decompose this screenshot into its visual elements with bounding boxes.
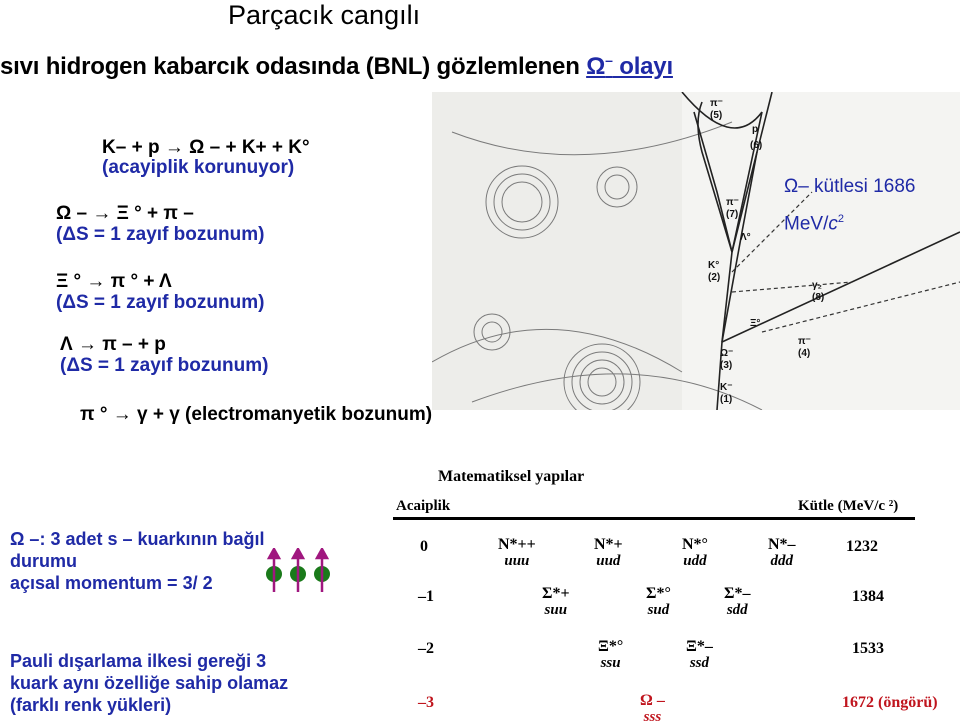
reaction-3-note: (ΔS = 1 zayıf bozunum) (56, 292, 265, 313)
table-row: N*° udd (682, 536, 708, 569)
bubble-chamber-photo (432, 92, 960, 410)
label-xi0: Ξ° (750, 318, 761, 329)
svg-text:(1): (1) (720, 394, 733, 405)
table-row: N*+ uud (594, 536, 623, 569)
table-header-rule (393, 517, 915, 520)
label-lambda: Λ° (740, 232, 751, 243)
table-header-strangeness: Acaiplik (396, 498, 451, 514)
reaction-2-equation: Ω – → Ξ ° + π – (56, 203, 194, 224)
omega-mass-note: Ω– kütlesi 1686 MeV/$c^2$ (784, 176, 916, 235)
row-0-strangeness: 0 (420, 538, 428, 555)
reaction-4-equation: Λ → π – + p (60, 334, 166, 355)
label-pi-5: π⁻ (710, 98, 723, 109)
subtitle-omega: Ω– olayı (586, 52, 673, 80)
row-3-strangeness: –3 (418, 694, 434, 711)
bubble-chamber-drawing (432, 92, 960, 410)
row-3-mass: 1672 (öngörü) (842, 694, 938, 711)
label-kminus-1: K⁻ (720, 382, 733, 393)
reaction-1-note: (acayiplik korunuyor) (102, 157, 295, 178)
table-row: N*++ uuu (498, 536, 536, 569)
row-2-strangeness: –2 (418, 640, 434, 657)
label-k0: K° (708, 260, 720, 271)
svg-text:(5): (5) (710, 110, 723, 121)
svg-text:(6): (6) (750, 140, 763, 151)
svg-text:(7): (7) (726, 209, 739, 220)
row-1-strangeness: –1 (418, 588, 434, 605)
label-pi-4: π⁻ (798, 336, 811, 347)
quark-spin-icon (262, 548, 338, 594)
table-row: Ω – sss (640, 692, 665, 725)
table-row: Ξ*° ssu (598, 638, 624, 671)
svg-text:(3): (3) (720, 360, 733, 371)
svg-text:(8): (8) (812, 292, 825, 303)
omega-spin-text: Ω –: 3 adet s – kuarkının bağıl durumu açısal momentum = 3/ 2 (10, 529, 265, 593)
subtitle-prefix: sıvı hidrogen kabarcık odasında (BNL) gözlemlenen (0, 53, 587, 80)
reaction-5-equation: π ° → γ + γ (electromanyetik bozunum) (80, 404, 433, 425)
page-subtitle (0, 52, 673, 81)
table-row: Ξ*– ssd (686, 638, 713, 671)
table-row: Σ*° sud (646, 585, 671, 618)
table-row: Σ*+ suu (542, 585, 570, 618)
svg-text:(4): (4) (798, 348, 811, 359)
reaction-4-note: (ΔS = 1 zayıf bozunum) (60, 355, 269, 376)
table-row: Σ*– sdd (724, 585, 751, 618)
table-row: N*– ddd (768, 536, 796, 569)
page-title: Parçacık cangılı (228, 0, 421, 30)
row-1-mass: 1384 (852, 588, 884, 605)
reaction-3-equation: Ξ ° → π ° + Λ (56, 271, 172, 292)
table-header-mass: Kütle (MeV/c ²) (798, 498, 899, 514)
table-title: Matematiksel yapılar (438, 468, 585, 485)
svg-text:(2): (2) (708, 272, 721, 283)
reaction-2-note: (ΔS = 1 zayıf bozunum) (56, 224, 265, 245)
label-pi-7: π⁻ (726, 197, 739, 208)
label-p-6: p (752, 124, 759, 135)
row-0-mass: 1232 (846, 538, 878, 555)
reaction-1-equation: K– + p → Ω – + K+ + K° (102, 137, 310, 158)
label-gamma-8: γ₂ (812, 280, 823, 291)
pauli-note: Pauli dışarlama ilkesi gereği 3 kuark aynı özelliğe sahip olamaz (farklı renk yükleri) (10, 651, 289, 715)
label-omega-3: Ω⁻ (720, 348, 734, 359)
row-2-mass: 1533 (852, 640, 884, 657)
